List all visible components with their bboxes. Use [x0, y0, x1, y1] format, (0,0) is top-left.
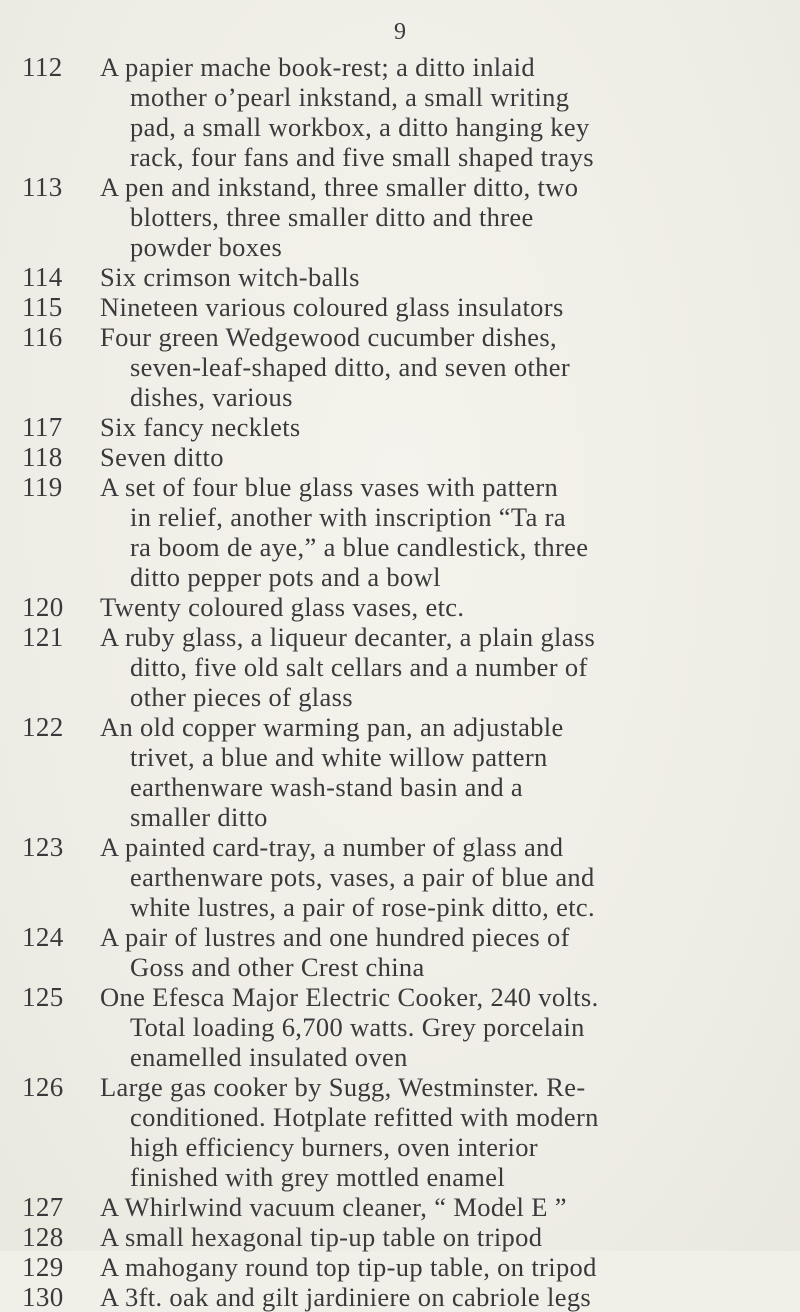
lot-description-line: A 3ft. oak and gilt jardiniere on cabriole legs: [100, 1282, 592, 1312]
lot-description-line: A pair of lustres and one hundred pieces of: [100, 922, 570, 952]
lot-entry: [22, 412, 782, 442]
lot-entry: [22, 442, 782, 472]
lot-description-line: pad, a small workbox, a ditto hanging key: [130, 112, 590, 142]
lot-description-line: mother o’pearl inkstand, a small writing: [130, 82, 570, 112]
lot-entry: [22, 982, 782, 1072]
lot-description: [100, 1192, 782, 1222]
lot-number: 130: [22, 1282, 64, 1312]
lot-number: 118: [22, 442, 63, 472]
lot-description-line: Total loading 6,700 watts. Grey porcelain: [130, 1012, 585, 1042]
lot-number: 127: [22, 1192, 64, 1222]
lot-description-line: A ruby glass, a liqueur decanter, a plain glass: [100, 622, 596, 652]
lot-entry: [22, 1072, 782, 1192]
lot-description: [100, 622, 782, 712]
lot-description-line: Seven ditto: [100, 442, 224, 472]
lot-entry: [22, 832, 782, 922]
lot-number: 124: [22, 922, 64, 952]
lot-description: [100, 262, 782, 292]
lot-entry: [22, 262, 782, 292]
lot-number: 123: [22, 832, 64, 862]
lot-number: 117: [22, 412, 63, 442]
lot-description-line: A pen and inkstand, three smaller ditto, two: [100, 172, 579, 202]
lot-description-line: One Efesca Major Electric Cooker, 240 volts.: [100, 982, 599, 1012]
lot-description: [100, 922, 782, 982]
lot-entry: [22, 1222, 782, 1252]
lot-description-line: blotters, three smaller ditto and three: [130, 202, 534, 232]
lot-number: 113: [22, 172, 63, 202]
lot-description: [100, 1252, 782, 1282]
lot-entry: [22, 1282, 782, 1312]
lot-entry: [22, 1252, 782, 1282]
lot-number: 121: [22, 622, 64, 652]
lot-number: 129: [22, 1252, 64, 1282]
lot-entry: [22, 52, 782, 172]
lot-description: [100, 1282, 782, 1312]
lot-number: 116: [22, 322, 63, 352]
lot-description-line: high efficiency burners, oven interior: [130, 1132, 538, 1162]
lot-entry: [22, 472, 782, 592]
lot-description-line: A painted card-tray, a number of glass and: [100, 832, 564, 862]
lot-number: 112: [22, 52, 63, 82]
lot-description: [100, 442, 782, 472]
lot-description-line: A small hexagonal tip-up table on tripod: [100, 1222, 543, 1252]
lot-description-line: earthenware pots, vases, a pair of blue and: [130, 862, 595, 892]
lot-description: [100, 322, 782, 412]
lot-number: 114: [22, 262, 63, 292]
lot-description-line: conditioned. Hotplate refitted with modern: [130, 1102, 599, 1132]
lot-description-line: Six fancy necklets: [100, 412, 301, 442]
lot-description-line: A mahogany round top tip-up table, on tripod: [100, 1252, 597, 1282]
lot-number: 115: [22, 292, 63, 322]
lot-description-line: Four green Wedgewood cucumber dishes,: [100, 322, 558, 352]
lot-number: 120: [22, 592, 64, 622]
lot-description-line: seven-leaf-shaped ditto, and seven other: [130, 352, 571, 382]
lot-description: [100, 592, 782, 622]
lot-description-line: ditto pepper pots and a bowl: [130, 562, 441, 592]
lot-entry: [22, 922, 782, 982]
lot-description-line: Large gas cooker by Sugg, Westminster. Re-: [100, 1072, 586, 1102]
lot-description-line: ditto, five old salt cellars and a number of: [130, 652, 588, 682]
lot-description-line: Nineteen various coloured glass insulators: [100, 292, 564, 322]
lot-number: 128: [22, 1222, 64, 1252]
lot-entry: [22, 292, 782, 322]
lot-description-line: A papier mache book-rest; a ditto inlaid: [100, 52, 535, 82]
page-number: 9: [394, 19, 406, 45]
lot-description-line: dishes, various: [130, 382, 293, 412]
lot-number: 126: [22, 1072, 64, 1102]
lot-description: [100, 172, 782, 262]
lot-description: [100, 832, 782, 922]
lot-entry: [22, 322, 782, 412]
lot-entry: [22, 622, 782, 712]
lot-description-line: white lustres, a pair of rose-pink ditto, etc.: [130, 892, 596, 922]
lot-description-line: Goss and other Crest china: [130, 952, 425, 982]
lot-entry: [22, 712, 782, 832]
lot-description-line: Twenty coloured glass vases, etc.: [100, 592, 465, 622]
lot-description-line: powder boxes: [130, 232, 283, 262]
lot-number: 122: [22, 712, 64, 742]
lot-list: [22, 52, 782, 1312]
lot-entry: [22, 172, 782, 262]
lot-description-line: A set of four blue glass vases with pattern: [100, 472, 559, 502]
lot-description-line: An old copper warming pan, an adjustable: [100, 712, 564, 742]
lot-entry: [22, 1192, 782, 1222]
lot-description-line: finished with grey mottled enamel: [130, 1162, 506, 1192]
lot-description: [100, 472, 782, 592]
lot-entry: [22, 592, 782, 622]
lot-description-line: Six crimson witch-balls: [100, 262, 360, 292]
lot-description-line: rack, four fans and five small shaped trays: [130, 142, 594, 172]
lot-description: [100, 712, 782, 832]
lot-description: [100, 982, 782, 1072]
lot-description: [100, 412, 782, 442]
lot-description: [100, 1072, 782, 1192]
lot-description-line: other pieces of glass: [130, 682, 353, 712]
lot-description-line: in relief, another with inscription “Ta ra: [130, 502, 566, 532]
lot-description: [100, 52, 782, 172]
lot-description-line: ra boom de aye,” a blue candlestick, three: [130, 532, 589, 562]
lot-number: 125: [22, 982, 64, 1012]
lot-description-line: smaller ditto: [130, 802, 268, 832]
lot-description-line: A Whirlwind vacuum cleaner, “ Model E ”: [100, 1192, 567, 1222]
lot-description: [100, 292, 782, 322]
lot-description-line: trivet, a blue and white willow pattern: [130, 742, 548, 772]
lot-description-line: enamelled insulated oven: [130, 1042, 408, 1072]
lot-description: [100, 1222, 782, 1252]
lot-number: 119: [22, 472, 63, 502]
lot-description-line: earthenware wash-stand basin and a: [130, 772, 524, 802]
